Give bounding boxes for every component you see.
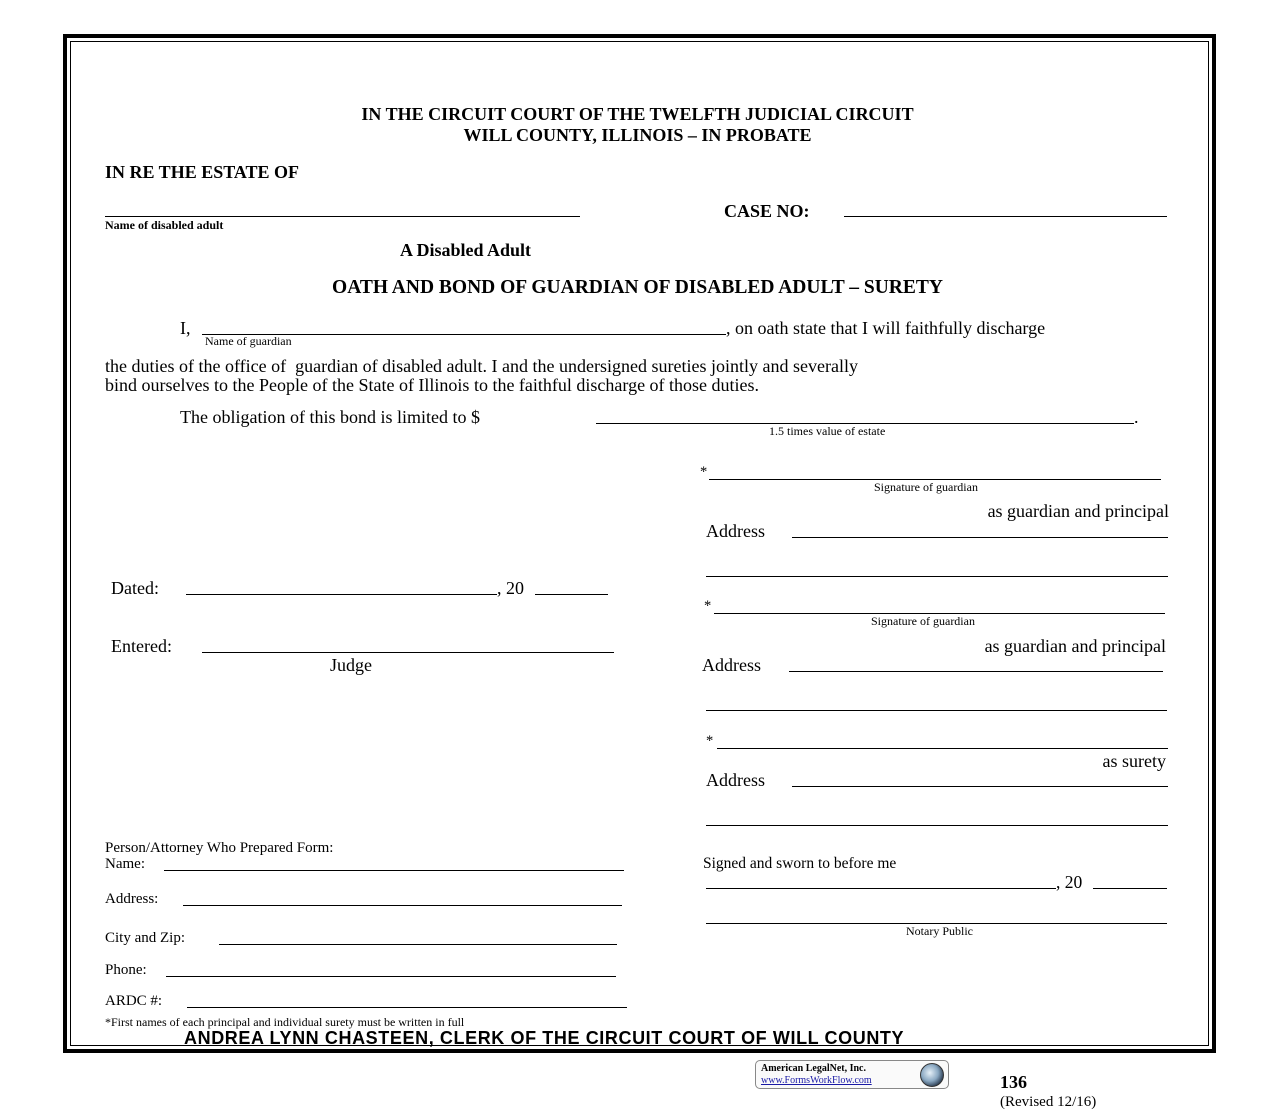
disabled-adult-name-field[interactable] — [105, 216, 580, 217]
sworn-label: Signed and sworn to before me — [703, 855, 897, 872]
sworn-year-field[interactable] — [1093, 888, 1167, 889]
revision-date: (Revised 12/16) — [1000, 1094, 1097, 1110]
dated-year-prefix: , 20 — [497, 578, 524, 598]
surety-address-label: Address — [706, 770, 765, 790]
dated-year-field[interactable] — [535, 594, 608, 595]
case-no-field[interactable] — [844, 216, 1167, 217]
preparer-address-field[interactable] — [183, 905, 622, 906]
notary-label: Notary Public — [906, 924, 973, 938]
disabled-adult-designation: A Disabled Adult — [400, 240, 532, 260]
preparer-address-label: Address: — [105, 891, 159, 907]
signer-1-signature-label: Signature of guardian — [874, 480, 978, 494]
judge-signature-field[interactable] — [202, 652, 614, 653]
signer-2-address-field-1[interactable] — [789, 671, 1163, 672]
preparer-ardc-label: ARDC #: — [105, 993, 163, 1009]
preparer-ardc-field[interactable] — [187, 1007, 627, 1008]
signer-1-address-field-2[interactable] — [706, 576, 1168, 577]
bond-suffix: . — [1134, 407, 1139, 427]
signer-2-address-field-2[interactable] — [706, 710, 1167, 711]
preparer-name-label: Name: — [105, 856, 145, 872]
signer-2-asterisk: * — [704, 598, 712, 614]
signer-1-address-label: Address — [706, 521, 765, 541]
preparer-city-zip-label: City and Zip: — [105, 930, 185, 946]
signer-1-asterisk: * — [700, 464, 708, 480]
footnote: *First names of each principal and individual surety must be written in full — [105, 1015, 465, 1029]
preparer-name-field[interactable] — [164, 870, 624, 871]
surety-signature-field[interactable] — [717, 748, 1168, 749]
vendor-logo[interactable] — [755, 1060, 949, 1089]
signer-1-address-field-1[interactable] — [792, 537, 1168, 538]
guardian-name-label: Name of guardian — [205, 334, 292, 348]
form-title: OATH AND BOND OF GUARDIAN OF DISABLED ADULT – SURETY — [332, 277, 943, 298]
estate-of-label: IN RE THE ESTATE OF — [105, 162, 300, 182]
preparer-city-zip-field[interactable] — [219, 944, 617, 945]
globe-icon — [920, 1063, 944, 1087]
dated-field[interactable] — [186, 594, 497, 595]
form-revision — [992, 1054, 1096, 1111]
bond-prefix: The obligation of this bond is limited to $ — [180, 407, 480, 427]
oath-line-2: the duties of the office of guardian of disabled adult. I and the undersigned sureties jointly and severally — [105, 356, 858, 376]
signer-3-asterisk: * — [706, 733, 714, 749]
page-border-inner — [70, 41, 1209, 1046]
surety-address-field-1[interactable] — [792, 786, 1168, 787]
bond-amount-label: 1.5 times value of estate — [769, 424, 886, 438]
dated-label: Dated: — [111, 578, 159, 598]
surety-role: as surety — [1102, 751, 1166, 771]
surety-address-field-2[interactable] — [706, 825, 1168, 826]
signer-2-signature-label: Signature of guardian — [871, 614, 975, 628]
entered-label: Entered: — [111, 636, 172, 656]
judge-label: Judge — [330, 655, 372, 675]
form-number: 136 — [1000, 1072, 1027, 1092]
preparer-phone-field[interactable] — [166, 976, 616, 977]
preparer-phone-label: Phone: — [105, 962, 147, 978]
vendor-name: American LegalNet, Inc. — [761, 1063, 866, 1074]
disabled-adult-name-label: Name of disabled adult — [105, 218, 224, 232]
signer-2-role: as guardian and principal — [984, 636, 1166, 656]
oath-line-3: bind ourselves to the People of the State of Illinois to the faithful discharge of those duties. — [105, 375, 760, 395]
signer-1-role: as guardian and principal — [987, 501, 1169, 521]
sworn-year-prefix: , 20 — [1056, 872, 1083, 892]
clerk-line: ANDREA LYNN CHASTEEN, CLERK OF THE CIRCUIT COURT OF WILL COUNTY — [184, 1028, 905, 1048]
court-heading: IN THE CIRCUIT COURT OF THE TWELFTH JUDICIAL CIRCUIT — [361, 104, 914, 124]
county-heading: WILL COUNTY, ILLINOIS – IN PROBATE — [463, 125, 812, 145]
oath-prefix: I, — [180, 318, 191, 338]
preparer-heading: Person/Attorney Who Prepared Form: — [105, 840, 334, 856]
vendor-url-link[interactable]: www.FormsWorkFlow.com — [761, 1075, 872, 1086]
case-no-label: CASE NO: — [724, 201, 810, 221]
oath-suffix: , on oath state that I will faithfully discharge — [726, 318, 1046, 338]
sworn-date-field[interactable] — [706, 888, 1056, 889]
signer-2-address-label: Address — [702, 655, 761, 675]
